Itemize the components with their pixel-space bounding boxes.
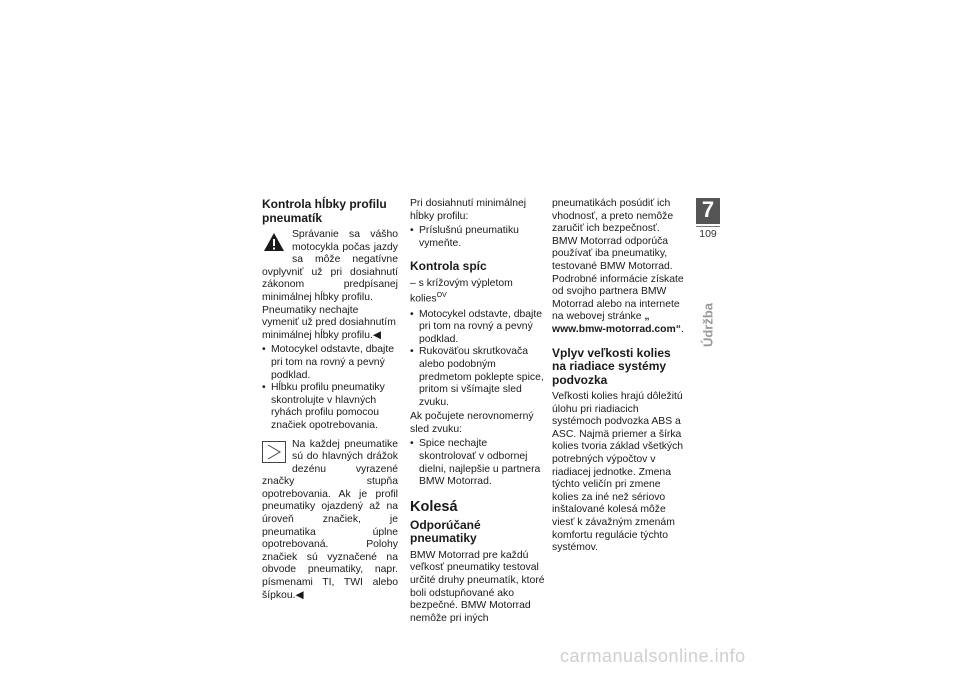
note-icon (262, 441, 286, 463)
heading-tread-depth: Kontrola hĺbky profilu pneumatík (262, 197, 387, 225)
wheel-size-text: Veľkosti kolies hrajú dôležitú úlohu pri riadiacich systémoch podvozka ABS a ASC. Najmä priemer a šírka kolies tvoria základ všetkých potrebných výpočtov v riadiacej jednotke. Zmena týchto veličín pri zmene kolies za iné než sériovo inštalované kolesá môže viesť k závažným zmenám komfortu regulácie týchto systémov. (552, 391, 684, 554)
spokes-variant-text: s krížovým výpletom kolies (410, 277, 513, 305)
heading-spokes: Kontrola spíc (410, 259, 487, 274)
warning-icon (262, 231, 286, 253)
warning-text-2: Pneumatiky nechajte vymeniť už pred dosiahnutím minimálnej hĺbky profilu. (262, 304, 396, 341)
spokes-steps-list (410, 309, 546, 410)
option-sup: OV (436, 292, 447, 300)
uneven-sound-text: Ak počujete nerovnomerný sled zvuku: (410, 411, 534, 435)
list-item: • Hĺbku profilu pneumatiky skontrolujte v hlavných ryhách profilu pomocou značiek opotrebovania. (262, 382, 398, 432)
min-depth-list (410, 225, 546, 250)
chapter-number: 7 (696, 198, 720, 224)
info-period: . (680, 323, 684, 335)
heading-wheel-size: Vplyv veľkosti kolies na riadiace systémy podvozka (552, 345, 671, 387)
spokes-variant: – s krížovým výpletom kolies$^{OV}$ (410, 277, 513, 305)
website-link[interactable]: „ www.bmw-motorrad.com“ (552, 311, 681, 335)
chapter-name (699, 290, 717, 360)
info-text: Podrobné informácie získate od svojho partnera BMW Motorrad alebo na internete na webovej stránke (552, 273, 684, 323)
tread-steps-list (262, 344, 398, 432)
chapter-name-text: Údržba (700, 302, 716, 348)
watermark: carmanualsonline.info (560, 646, 746, 666)
heading-recommended-tyres: Odporúčané pneumatiky (410, 517, 481, 546)
continued-text: pneumatikách posúdiť ich vhodnosť, a preto nemôže zaručiť ich bezpečnosť. (552, 198, 674, 235)
min-depth-intro: Pri dosiahnutí minimálnej hĺbky profilu: (410, 198, 527, 222)
note-text: Na každej pneumatike sú do hlavných drážok dezénu vyrazené značky stupňa opotrebovania. Ak je profil pneumatiky ojazdený až na úroveň značiek, je pneumatika úplne opotrebovaná. Polohy značiek sú vyznačené na obvode pneumatiky, napr. písmenami TI, TWI alebo šípkou. (262, 438, 398, 601)
list-item: • Spice nechajte skontrolovať v odbornej dielni, najlepšie u partnera BMW Motorrad. (410, 438, 546, 488)
note-block (262, 439, 398, 603)
page-number: 109 (696, 226, 720, 240)
list-item: • Príslušnú pneumatiku vymeňte. (410, 225, 546, 250)
end-mark: ◀ (295, 589, 304, 601)
column-2 (410, 198, 546, 625)
column-1 (262, 198, 398, 602)
warning-text: Správanie sa vášho motocykla počas jazdy sa môže negatívne ovplyvniť už pri dosiahnutí zákonom predpísanej minimálnej hĺbky profilu. (262, 229, 398, 303)
list-item: • Motocykel odstavte, dbajte pri tom na rovný a pevný podklad. (262, 344, 398, 382)
list-item: • Rukoväťou skrutkovača alebo podobným predmetom poklepte spice, pritom si všímajte sled zvuku. (410, 346, 546, 409)
warning-block (262, 229, 398, 342)
recommended-text: BMW Motorrad pre každú veľkosť pneumatiky testoval určité druhy pneumatík, ktoré boli odstupňované ako bezpečné. BMW Motorrad nemôže pri iných (410, 549, 545, 624)
paragraph-recommend: BMW Motorrad odporúča používať iba pneumatiky, testované BMW Motorrad. (552, 235, 673, 272)
heading-wheels: Kolesá (410, 498, 458, 515)
chapter-tab (696, 198, 720, 240)
uneven-list (410, 438, 546, 488)
end-mark: ◀ (372, 329, 381, 341)
column-3 (552, 198, 688, 555)
list-item: • Motocykel odstavte, dbajte pri tom na rovný a pevný podklad. (410, 309, 546, 347)
paragraph-info (552, 274, 688, 337)
